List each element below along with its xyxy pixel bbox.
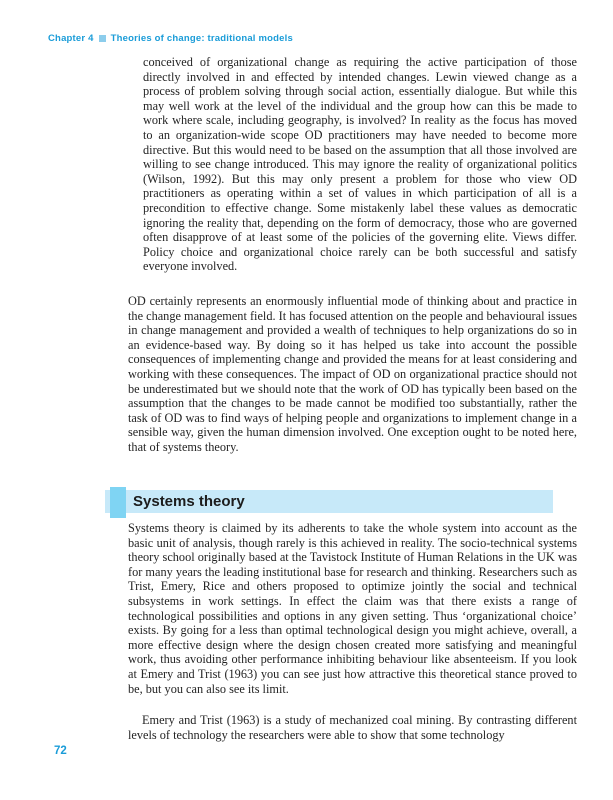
section-paragraph: Emery and Trist (1963) is a study of mechanized coal mining. By contrasting different levels of technology the researchers were able to show that some technology [128,713,577,742]
body-paragraph: OD certainly represents an enormously influential mode of thinking about and practice in the change management field. It has focused attention on the people and behavioural issues in change management and provided a wealth of techniques to help organizations do so in an evidence-based way. By doing so it has helped us take into account the possible consequences of implementing change and provided the means for at least considering and working with these consequences. The impact of OD on organizational practice should not be underestimated but we should note that the work of OD has typically been based on the assumption that the changes to be made cannot be modified too substantially, rather the task of OD was to find ways of helping people and organizations to implement change in a sensible way, given the human dimension involved. One exception ought to be noted here, that of systems theory. [128,294,577,454]
section-paragraph: Systems theory is claimed by its adherents to take the whole system into account as the basic unit of analysis, though rarely is this achieved in reality. The socio-technical systems theory school originally based at the Tavistock Institute of Human Relations in the UK was for many years the leading institutional base for research and thinking. Researchers such as Trist, Emery, Rice and others proposed to optimize jointly the social and technical subsystems in work settings. In effect the claim was that there exists a range of technological possibilities and options in any given setting. Thus ‘organizational choice’ exists. By going for a less than optimal technological design you might achieve, overall, a more effective design where the design chosen created more satisfying and meaningful work, thus avoiding other performance inhibiting behaviour like absenteeism. If you look at Emery and Trist (1963) you can see just how attractive this theoretical stance proved to be, but you can also see its limit. [128,521,577,696]
running-head [48,33,293,44]
page-number: 72 [54,745,67,757]
quote-paragraph: conceived of organizational change as requiring the active participation of those directly involved in and effected by intended changes. Lewin viewed change as a process of problem solving through social action, essentially dialogue. But while this may well work at the level of the individual and the group how can this be made to work where scale, including geography, is involved? In reality as the focus has moved to an organization-wide scope OD practitioners may have needed to become more directive. But this would need to be based on the assumption that all those involved are willing to see change introduced. This may ignore the reality of organizational politics (Wilson, 1992). But this may only present a problem for those who view OD practitioners as operating within a set of values in which participation of all is a precondition to effective change. Some mistakenly label these values as democratic ignoring the reality that, depending on the form of democracy, those who are governed often disapprove of at least some of the policies of the governing elite. Views differ. Policy choice and organizational choice rarely can be both successful and satisfy everyone involved. [143,55,577,274]
section-heading-accent-icon [110,487,126,518]
running-head-title: Theories of change: traditional models [110,33,293,44]
section-heading: Systems theory [133,493,245,510]
chapter-label: Chapter 4 [48,33,94,44]
square-bullet-icon [99,35,106,42]
